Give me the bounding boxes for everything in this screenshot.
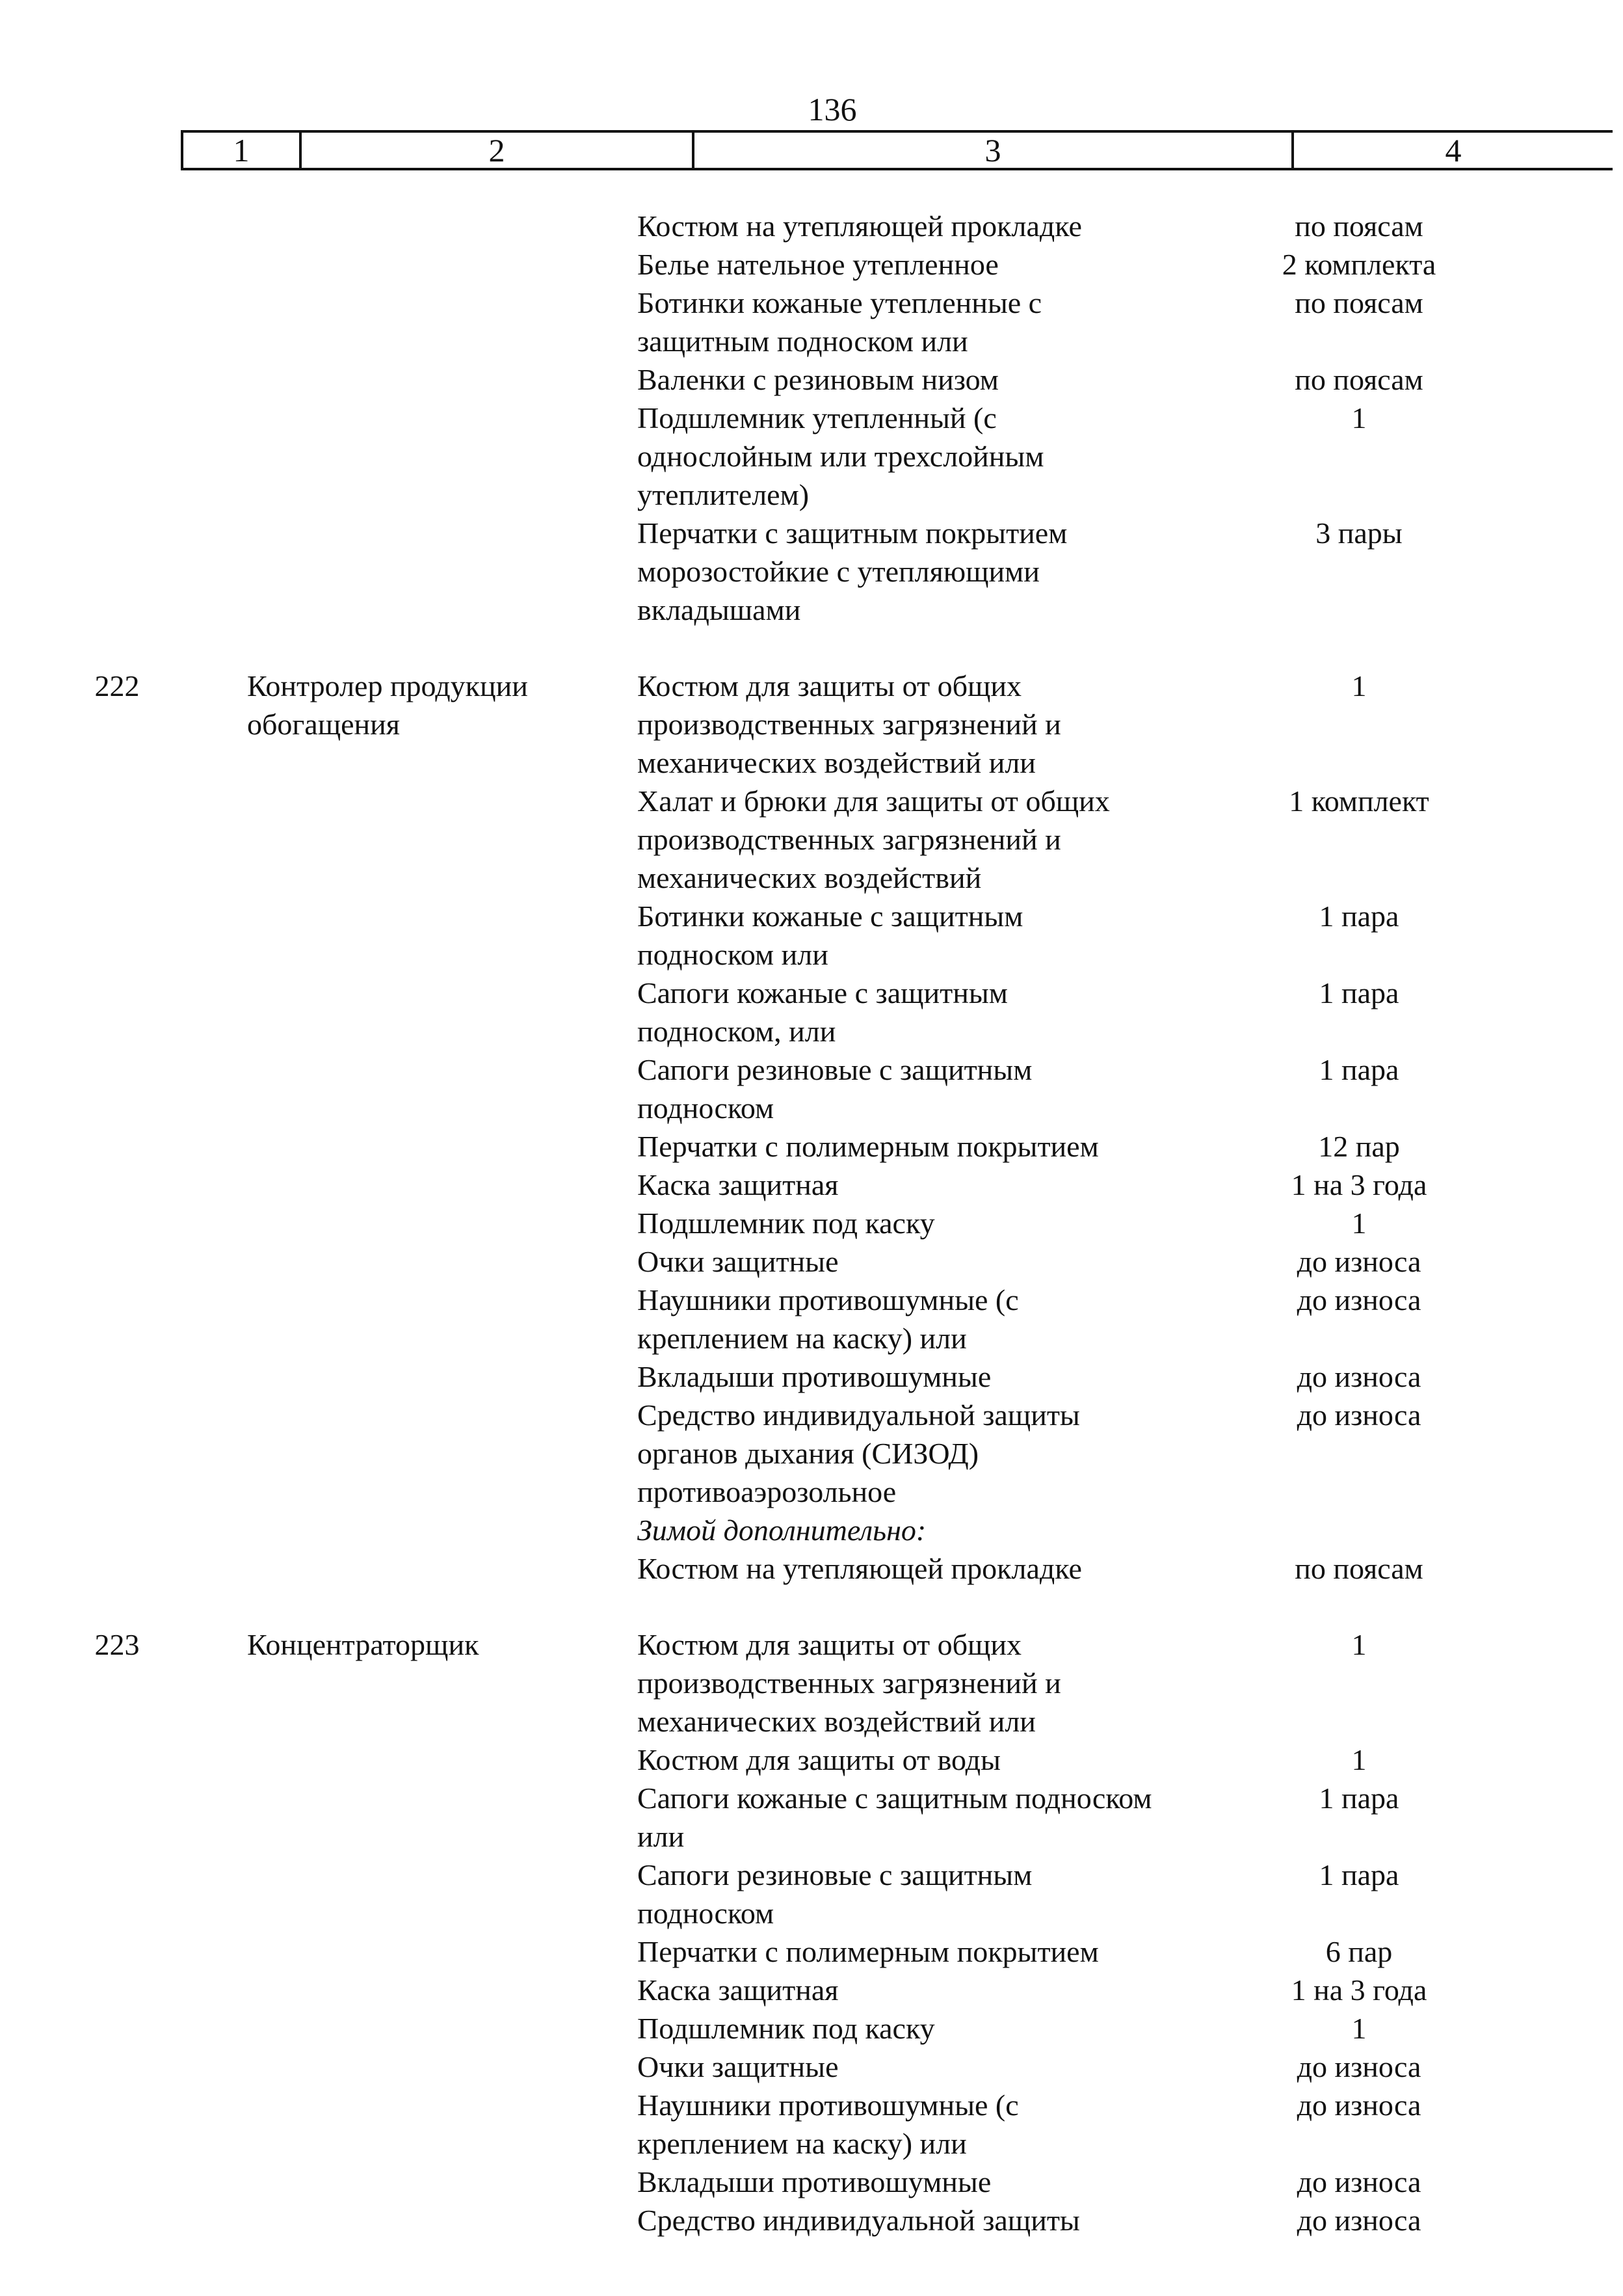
issue-norm: 1 пара xyxy=(1319,900,1399,933)
table-row xyxy=(637,897,1623,974)
ppe-item-line: Подшлемник под каску xyxy=(637,2012,935,2045)
table-header xyxy=(181,130,1613,170)
ppe-item xyxy=(571,360,1156,399)
ppe-item-line: Вкладыши противошумные xyxy=(637,2165,992,2198)
ppe-item xyxy=(571,1856,1156,1932)
table-group xyxy=(0,207,1623,629)
ppe-item xyxy=(571,514,1156,629)
table-row xyxy=(637,2086,1623,2163)
table-row xyxy=(637,1396,1623,1511)
profession-name-line: обогащения xyxy=(247,708,400,741)
ppe-item-line: противоаэрозольное xyxy=(637,1475,897,1508)
ppe-item-line: утеплителем) xyxy=(637,478,810,511)
table-row xyxy=(637,667,1623,782)
ppe-item xyxy=(571,782,1156,897)
ppe-item-line: Очки защитные xyxy=(637,1245,839,1278)
row-number: 222 xyxy=(94,669,140,702)
header-col-2: 2 xyxy=(302,133,694,168)
issue-norm: 1 на 3 года xyxy=(1291,1168,1427,1201)
ppe-item-line: креплением на каску) или xyxy=(637,2127,967,2160)
ppe-item-line: Сапоги резиновые с защитным xyxy=(637,1858,1033,1891)
issue-norm: 1 комплект xyxy=(1289,784,1429,818)
ppe-item-line: Вкладыши противошумные xyxy=(637,1360,992,1393)
issue-norm: 1 пара xyxy=(1319,1053,1399,1086)
ppe-item-line: подноском xyxy=(637,1091,774,1125)
ppe-item xyxy=(571,1779,1156,1856)
table-row xyxy=(637,1242,1623,1281)
ppe-item xyxy=(571,2086,1156,2163)
issue-norm: 2 комплекта xyxy=(1282,248,1436,281)
ppe-item-line: производственных загрязнений и xyxy=(637,1666,1061,1700)
ppe-item xyxy=(571,1127,1156,1166)
ppe-item-line: Сапоги резиновые с защитным xyxy=(637,1053,1033,1086)
issue-norm: до износа xyxy=(1297,1360,1421,1393)
table-row xyxy=(637,2048,1623,2086)
table-row xyxy=(637,974,1623,1050)
ppe-item-line: Валенки с резиновым низом xyxy=(637,363,999,396)
ppe-item-line: Очки защитные xyxy=(637,2050,839,2083)
table-row xyxy=(637,2201,1623,2239)
table-row xyxy=(637,1549,1623,1588)
ppe-item xyxy=(571,1204,1156,1242)
table-row xyxy=(637,245,1623,284)
issue-norm: до износа xyxy=(1297,1245,1421,1278)
ppe-item xyxy=(571,1971,1156,2009)
ppe-item xyxy=(571,207,1156,245)
ppe-item xyxy=(571,284,1156,360)
ppe-list xyxy=(637,667,1623,1588)
table-row xyxy=(637,1741,1623,1779)
ppe-item xyxy=(571,245,1156,284)
ppe-item xyxy=(571,1549,1156,1588)
ppe-item xyxy=(571,2048,1156,2086)
section-note xyxy=(571,1511,1156,1549)
ppe-item-line: Наушники противошумные (с xyxy=(637,2089,1019,2122)
issue-norm: до износа xyxy=(1297,1398,1421,1432)
table-row xyxy=(637,782,1623,897)
table-row xyxy=(637,284,1623,360)
issue-norm: до износа xyxy=(1297,2204,1421,2237)
ppe-item-line: Перчатки с полимерным покрытием xyxy=(637,1130,1099,1163)
issue-norm: 12 пар xyxy=(1318,1130,1400,1163)
ppe-item-line: Халат и брюки для защиты от общих xyxy=(637,784,1110,818)
ppe-item-line: Костюм для защиты от общих xyxy=(637,1628,1022,1661)
table-group xyxy=(0,1625,1623,2239)
ppe-item xyxy=(571,1242,1156,1281)
issue-norm: по поясам xyxy=(1295,363,1423,396)
ppe-item xyxy=(571,2201,1156,2239)
ppe-item xyxy=(571,1281,1156,1357)
issue-norm: по поясам xyxy=(1295,1552,1423,1585)
issue-norm: 1 на 3 года xyxy=(1291,1973,1427,2007)
ppe-item-line: морозостойкие с утепляющими xyxy=(637,555,1040,588)
issue-norm: 1 xyxy=(1351,1743,1367,1776)
ppe-item xyxy=(571,1625,1156,1741)
ppe-item xyxy=(571,1932,1156,1971)
ppe-item-line: однослойным или трехслойным xyxy=(637,440,1044,473)
issue-norm: 3 пары xyxy=(1315,516,1403,550)
header-col-1: 1 xyxy=(183,133,302,168)
ppe-item-line: вкладышами xyxy=(637,593,801,626)
ppe-item-line: Подшлемник под каску xyxy=(637,1207,935,1240)
ppe-item-line: Сапоги кожаные с защитным подноском xyxy=(637,1782,1152,1815)
ppe-item-line: Зимой дополнительно: xyxy=(637,1514,927,1547)
ppe-item-line: креплением на каску) или xyxy=(637,1322,967,1355)
table-body xyxy=(0,207,1623,2277)
ppe-item-line: Наушники противошумные (с xyxy=(637,1283,1019,1316)
ppe-item xyxy=(571,2009,1156,2048)
row-number: 223 xyxy=(94,1628,140,1661)
ppe-item-line: Перчатки с полимерным покрытием xyxy=(637,1935,1099,1968)
profession-name-line: Контролер продукции xyxy=(247,669,528,702)
table-row xyxy=(637,360,1623,399)
issue-norm: 1 xyxy=(1351,2012,1367,2045)
table-row xyxy=(637,1932,1623,1971)
issue-norm: по поясам xyxy=(1295,209,1423,243)
ppe-item-line: Ботинки кожаные с защитным xyxy=(637,900,1023,933)
table-row xyxy=(637,514,1623,629)
ppe-item-line: Сапоги кожаные с защитным xyxy=(637,976,1008,1009)
table-row xyxy=(637,1166,1623,1204)
ppe-list xyxy=(637,207,1623,629)
table-row xyxy=(637,399,1623,514)
ppe-item xyxy=(571,1166,1156,1204)
ppe-item-line: Костюм для защиты от общих xyxy=(637,669,1022,702)
table-row xyxy=(637,2009,1623,2048)
header-col-3: 3 xyxy=(694,133,1294,168)
ppe-item-line: Костюм на утепляющей прокладке xyxy=(637,1552,1082,1585)
issue-norm: 1 пара xyxy=(1319,1782,1399,1815)
header-col-4: 4 xyxy=(1445,132,1462,168)
ppe-list xyxy=(637,1625,1623,2239)
issue-norm: до износа xyxy=(1297,2089,1421,2122)
issue-norm: 1 xyxy=(1351,1628,1367,1661)
table-row xyxy=(637,2163,1623,2201)
table-row xyxy=(637,1281,1623,1357)
ppe-item-line: Каска защитная xyxy=(637,1973,839,2007)
ppe-item xyxy=(571,1396,1156,1511)
issue-norm: по поясам xyxy=(1295,286,1423,319)
ppe-item xyxy=(571,1741,1156,1779)
ppe-item xyxy=(571,897,1156,974)
issue-norm xyxy=(1222,1511,1496,1549)
ppe-item-line: Ботинки кожаные утепленные с xyxy=(637,286,1042,319)
ppe-item-line: Средство индивидуальной защиты xyxy=(637,2204,1080,2237)
ppe-item xyxy=(571,1050,1156,1127)
page-number: 136 xyxy=(808,91,857,127)
table-row xyxy=(637,1050,1623,1127)
ppe-item-line: производственных загрязнений и xyxy=(637,823,1061,856)
table-row xyxy=(637,207,1623,245)
ppe-item-line: механических воздействий или xyxy=(637,746,1036,779)
profession-name-line: Концентраторщик xyxy=(247,1628,479,1661)
issue-norm: 1 xyxy=(1351,1207,1367,1240)
table-row xyxy=(637,1127,1623,1166)
ppe-item-line: подноском, или xyxy=(637,1015,836,1048)
ppe-item-line: механических воздействий xyxy=(637,861,982,894)
issue-norm: до износа xyxy=(1297,2165,1421,2198)
table-row xyxy=(637,1856,1623,1932)
ppe-item xyxy=(571,399,1156,514)
ppe-item-line: механических воздействий или xyxy=(637,1705,1036,1738)
ppe-item-line: Костюм на утепляющей прокладке xyxy=(637,209,1082,243)
ppe-item-line: Каска защитная xyxy=(637,1168,839,1201)
issue-norm: до износа xyxy=(1297,1283,1421,1316)
table-row xyxy=(637,1779,1623,1856)
ppe-item-line: Средство индивидуальной защиты xyxy=(637,1398,1080,1432)
table-row xyxy=(637,1204,1623,1242)
ppe-item-line: или xyxy=(637,1820,685,1853)
table-row xyxy=(637,1625,1623,1741)
ppe-item-line: Костюм для защиты от воды xyxy=(637,1743,1001,1776)
issue-norm: 6 пар xyxy=(1325,1935,1393,1968)
issue-norm: 1 xyxy=(1351,401,1367,434)
ppe-item xyxy=(571,667,1156,782)
ppe-item-line: подноском xyxy=(637,1897,774,1930)
issue-norm: 1 пара xyxy=(1319,1858,1399,1891)
table-group xyxy=(0,667,1623,1588)
ppe-item-line: Подшлемник утепленный (с xyxy=(637,401,997,434)
issue-norm: 1 пара xyxy=(1319,976,1399,1009)
ppe-item xyxy=(571,974,1156,1050)
table-row xyxy=(637,1511,1623,1549)
table-row xyxy=(637,1357,1623,1396)
ppe-item-line: органов дыхания (СИЗОД) xyxy=(637,1437,979,1470)
issue-norm: до износа xyxy=(1297,2050,1421,2083)
ppe-item-line: Перчатки с защитным покрытием xyxy=(637,516,1068,550)
issue-norm: 1 xyxy=(1351,669,1367,702)
ppe-item-line: подноском или xyxy=(637,938,828,971)
ppe-item xyxy=(571,1357,1156,1396)
ppe-item xyxy=(571,2163,1156,2201)
ppe-item-line: защитным подноском или xyxy=(637,325,968,358)
ppe-item-line: Белье нательное утепленное xyxy=(637,248,999,281)
table-row xyxy=(637,1971,1623,2009)
ppe-item-line: производственных загрязнений и xyxy=(637,708,1061,741)
